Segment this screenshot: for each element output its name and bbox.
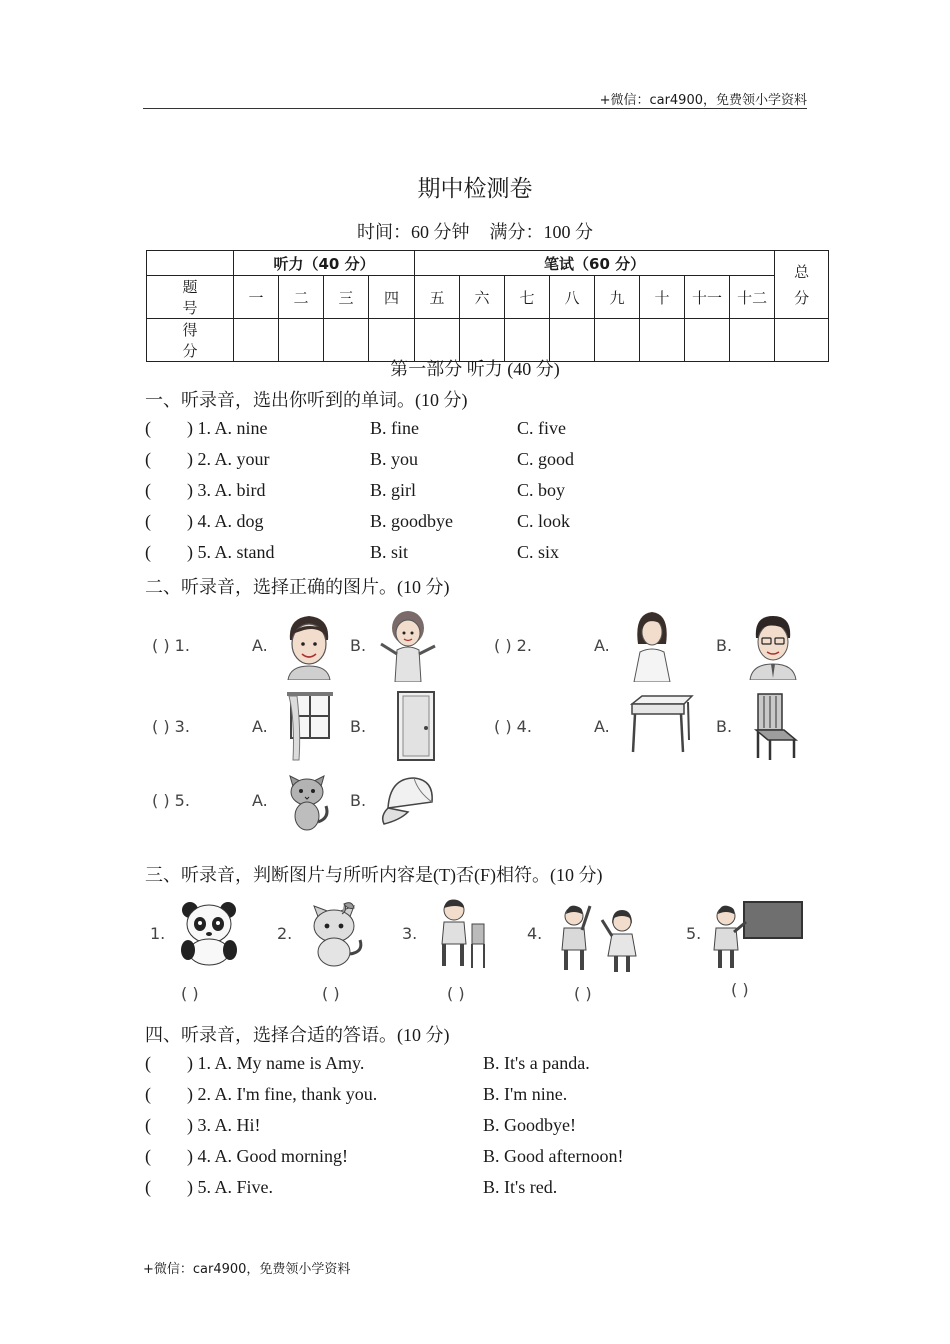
exam-time: 时间：60 分钟	[357, 222, 470, 242]
girl-waving-icon[interactable]	[377, 606, 439, 682]
option-b: B. Goodbye!	[483, 1115, 576, 1135]
q3-blank[interactable]: ( )	[181, 984, 199, 1003]
number-cell: 一	[234, 276, 279, 319]
answer-paren[interactable]: (	[145, 1177, 151, 1197]
q3-blank[interactable]: ( )	[322, 984, 340, 1003]
number-cell: 七	[505, 276, 550, 319]
option-a: ) 5. A. stand	[187, 542, 275, 562]
answer-paren[interactable]: (	[145, 1146, 151, 1166]
woman-icon[interactable]	[626, 608, 676, 682]
number-cell: 六	[460, 276, 505, 319]
option-c: C. good	[517, 449, 575, 469]
page-title: 期中检测卷	[417, 176, 533, 201]
option-a: ) 4. A. dog	[187, 511, 264, 531]
answer-paren[interactable]: (	[145, 418, 151, 438]
option-b-label: B.	[716, 717, 733, 736]
number-cell: 九	[595, 276, 640, 319]
q3-number: 1.	[150, 924, 166, 943]
cat-icon[interactable]	[280, 768, 334, 832]
option-b-label: B.	[716, 636, 733, 655]
option-a-label: A.	[594, 717, 610, 736]
option-b: B. It's red.	[483, 1177, 558, 1197]
q2-blank[interactable]: ( ) 3.	[152, 717, 190, 736]
total-top: 总	[794, 262, 810, 281]
desk-icon[interactable]	[628, 694, 694, 754]
header-note: +微信：car4900，免费领小学资料	[599, 93, 807, 108]
footer-note: +微信：car4900，免费领小学资料	[143, 1262, 351, 1277]
option-b: B. you	[370, 449, 419, 469]
number-cell: 十一	[685, 276, 730, 319]
answer-paren[interactable]: (	[145, 480, 151, 500]
option-a: ) 2. A. your	[187, 449, 270, 469]
option-b: B. Good afternoon!	[483, 1146, 624, 1166]
number-cell: 八	[550, 276, 595, 319]
q3-blank[interactable]: ( )	[574, 984, 592, 1003]
option-a-label: A.	[252, 636, 268, 655]
chair-icon[interactable]	[748, 690, 800, 762]
answer-paren[interactable]: (	[145, 511, 151, 531]
total-header	[775, 251, 829, 319]
number-cell: 四	[369, 276, 415, 319]
option-a-label: A.	[252, 791, 268, 810]
two-kids-icon[interactable]	[556, 900, 652, 972]
score-table-header-row	[147, 251, 829, 276]
panda-icon[interactable]	[176, 898, 242, 966]
boy-face-icon[interactable]	[282, 612, 336, 680]
option-b: B. fine	[370, 418, 419, 438]
kitten-icon[interactable]	[304, 896, 368, 968]
number-cell: 十	[640, 276, 685, 319]
option-a: ) 1. A. nine	[187, 418, 268, 438]
option-c: C. five	[517, 418, 566, 438]
score-label: 得 分	[147, 319, 234, 362]
q2-blank[interactable]: ( ) 4.	[494, 717, 532, 736]
listening-header: 听力（40 分）	[234, 251, 415, 276]
option-a-label: A.	[594, 636, 610, 655]
option-a: ) 2. A. I'm fine, thank you.	[187, 1084, 378, 1104]
q2-blank[interactable]: ( ) 1.	[152, 636, 190, 655]
boy-blackboard-icon[interactable]	[712, 898, 806, 970]
number-cell: 五	[415, 276, 460, 319]
answer-paren[interactable]: (	[145, 1053, 151, 1073]
door-icon[interactable]	[394, 690, 438, 762]
option-b-label: B.	[350, 636, 367, 655]
number-cell: 十二	[730, 276, 775, 319]
option-b-label: B.	[350, 791, 367, 810]
option-c: C. boy	[517, 480, 566, 500]
option-b: B. sit	[370, 542, 409, 562]
q3-number: 3.	[402, 924, 418, 943]
part1-title: 第一部分 听力 (40 分)	[390, 359, 560, 379]
option-c: C. look	[517, 511, 571, 531]
cap-icon[interactable]	[378, 772, 438, 828]
option-a: ) 5. A. Five.	[187, 1177, 274, 1197]
header-rule	[143, 108, 807, 109]
question-number-label: 题 号	[147, 276, 234, 319]
q1-heading: 一、听录音，选出你听到的单词。(10 分)	[145, 390, 468, 410]
option-b: B. goodbye	[370, 511, 453, 531]
q3-number: 5.	[686, 924, 702, 943]
q2-blank[interactable]: ( ) 5.	[152, 791, 190, 810]
q3-blank[interactable]: ( )	[447, 984, 465, 1003]
q3-number: 2.	[277, 924, 293, 943]
option-c: C. six	[517, 542, 560, 562]
answer-paren[interactable]: (	[145, 1084, 151, 1104]
total-bottom: 分	[794, 288, 810, 307]
number-cell: 二	[279, 276, 324, 319]
answer-paren[interactable]: (	[145, 1115, 151, 1135]
boy-sitting-icon[interactable]	[434, 896, 490, 970]
option-a: ) 3. A. bird	[187, 480, 266, 500]
q3-number: 4.	[527, 924, 543, 943]
exam-full-score: 满分：100 分	[489, 222, 593, 242]
q3-blank[interactable]: ( )	[731, 980, 749, 999]
man-with-glasses-icon[interactable]	[746, 612, 800, 680]
q3-heading: 三、听录音，判断图片与所听内容是(T)否(F)相符。(10 分)	[145, 865, 603, 885]
option-b-label: B.	[350, 717, 367, 736]
option-b: B. girl	[370, 480, 417, 500]
q2-blank[interactable]: ( ) 2.	[494, 636, 532, 655]
score-table-corner	[147, 251, 234, 276]
answer-paren[interactable]: (	[145, 449, 151, 469]
window-icon[interactable]	[285, 690, 335, 762]
option-a: ) 3. A. Hi!	[187, 1115, 261, 1135]
q4-heading: 四、听录音，选择合适的答语。(10 分)	[145, 1025, 450, 1045]
option-a: ) 1. A. My name is Amy.	[187, 1053, 365, 1073]
option-a: ) 4. A. Good morning!	[187, 1146, 348, 1166]
option-b: B. I'm nine.	[483, 1084, 568, 1104]
option-b: B. It's a panda.	[483, 1053, 590, 1073]
writing-header: 笔试（60 分）	[415, 251, 775, 276]
exam-info	[0, 218, 950, 244]
answer-paren[interactable]: (	[145, 542, 151, 562]
number-cell: 三	[324, 276, 369, 319]
score-table	[146, 250, 829, 362]
q2-heading: 二、听录音，选择正确的图片。(10 分)	[145, 577, 450, 597]
option-a-label: A.	[252, 717, 268, 736]
score-table-number-row	[147, 276, 829, 319]
